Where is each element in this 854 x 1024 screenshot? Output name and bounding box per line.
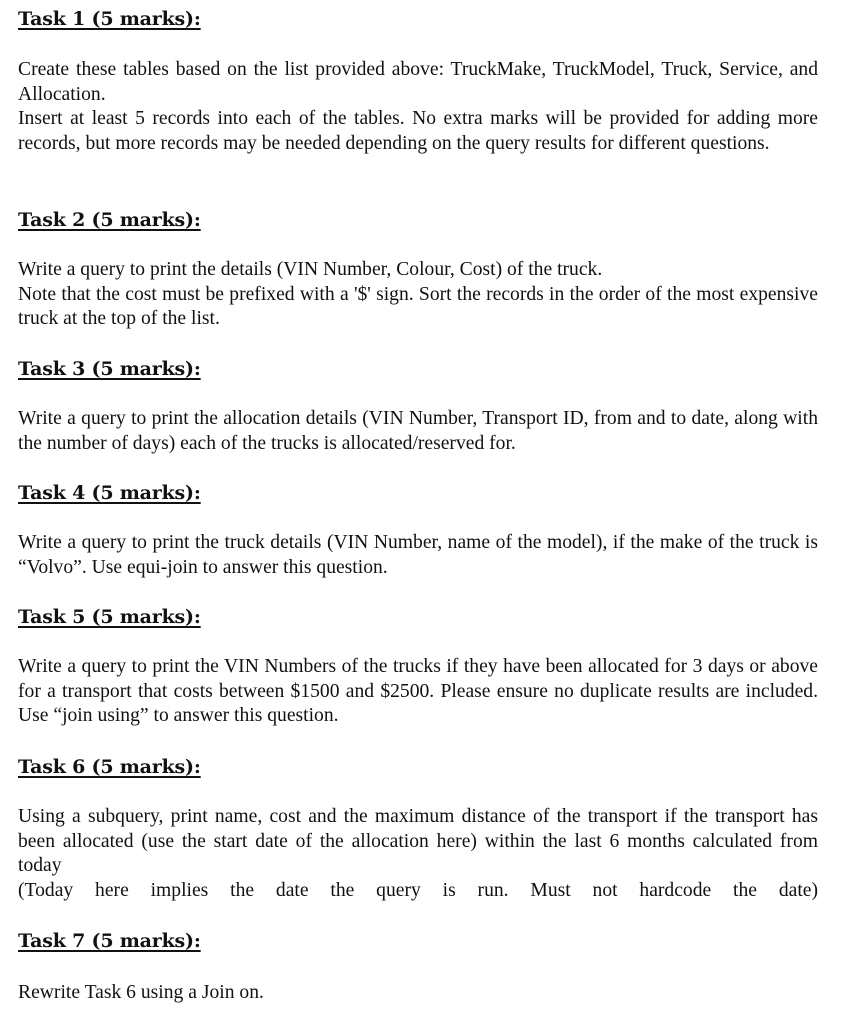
task-6-body <box>18 805 818 903</box>
task-6-paragraph-2: (Today here implies the date the query is run. Must not hardcode the date) <box>18 879 818 901</box>
task-5-heading: Task 5 (5 marks): <box>18 606 201 628</box>
task-3-heading: Task 3 (5 marks): <box>18 358 201 380</box>
task-4-body <box>18 531 818 580</box>
task-1-heading: Task 1 (5 marks): <box>18 8 201 30</box>
task-5-paragraph-1: Write a query to print the VIN Numbers of the trucks if they have been allocated for 3 days or above for a transport that costs between $1500 and $2500. Please ensure no duplicate results are included. Use “join using” to answer this question. <box>18 656 818 727</box>
task-6-heading: Task 6 (5 marks): <box>18 756 201 778</box>
task-3-body <box>18 407 818 456</box>
task-4-paragraph-1: Write a query to print the truck details (VIN Number, name of the model), if the make of the truck is “Volvo”. Use equi-join to answer this question. <box>18 532 818 578</box>
task-1-paragraph-1: Create these tables based on the list provided above: TruckMake, TruckModel, Truck, Service, and Allocation. <box>18 59 818 105</box>
task-2-paragraph-1: Write a query to print the details (VIN Number, Colour, Cost) of the truck. <box>18 259 603 280</box>
task-2-heading: Task 2 (5 marks): <box>18 209 201 231</box>
task-6-paragraph-1: Using a subquery, print name, cost and the maximum distance of the transport if the transport has been allocated (use the start date of the allocation here) within the last 6 months calculated from today <box>18 806 818 877</box>
task-4-heading: Task 4 (5 marks): <box>18 482 201 504</box>
task-3-paragraph-1: Write a query to print the allocation details (VIN Number, Transport ID, from and to date, along with the number of days) each of the trucks is allocated/reserved for. <box>18 408 818 454</box>
task-1-paragraph-2: Insert at least 5 records into each of the tables. No extra marks will be provided for adding more records, but more records may be needed depending on the query results for different questions. <box>18 108 818 154</box>
task-1-body <box>18 58 818 156</box>
task-7-paragraph-1: Rewrite Task 6 using a Join on. <box>18 982 264 1003</box>
task-7-heading: Task 7 (5 marks): <box>18 930 201 952</box>
task-2-paragraph-2: Note that the cost must be prefixed with a '$' sign. Sort the records in the order of the most expensive truck at the top of the list. <box>18 283 818 330</box>
task-7-body <box>18 981 818 1006</box>
task-2-body <box>18 258 818 332</box>
task-5-body <box>18 655 818 729</box>
